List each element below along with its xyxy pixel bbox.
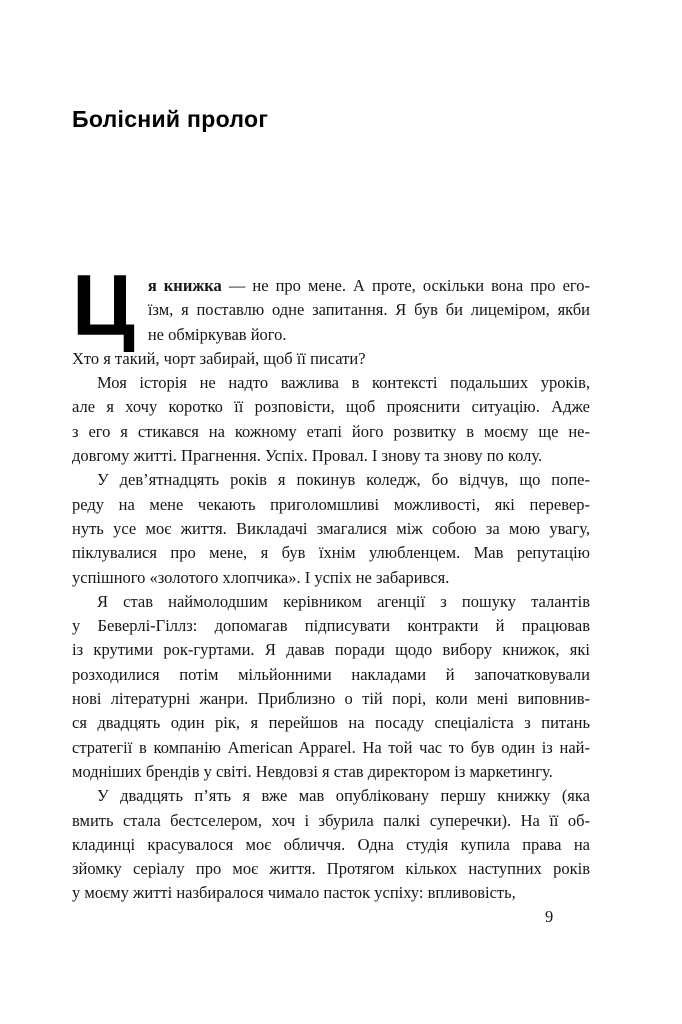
- text-line: Моя історія не надто важлива в контексті подальших уроків,: [97, 373, 590, 393]
- text-line: у Беверлі-Гіллз: допомагав підписувати контракти й працював: [72, 616, 590, 636]
- text-line: реду на мене чекають приголомшливі можливості, які перевер-: [72, 494, 590, 514]
- text-line: з его я стикався на кожному етапі його розвитку в моєму ще не-: [72, 421, 590, 441]
- text-line: у моєму житті назбиралося чимало пасток успіху: впливовість,: [72, 883, 516, 903]
- paragraph: [72, 371, 590, 468]
- text-line: зйомку серіалу про моє життя. Протягом кількох наступних років: [72, 859, 590, 879]
- chapter-title: Болісний пролог: [72, 106, 269, 132]
- text-line: не обміркував його.: [147, 324, 287, 344]
- text-line: нуть усе моє життя. Викладачі змагалися між собою за мою увагу,: [72, 518, 590, 538]
- text-line: [72, 274, 590, 298]
- body-text: [72, 258, 590, 906]
- text-line: їзм, я поставлю одне запитання. Я був би лицеміром, якби: [147, 300, 590, 320]
- lead-bold-text: я книжка: [147, 276, 222, 295]
- page-number: 9: [545, 907, 554, 926]
- paragraph: [72, 590, 590, 784]
- text-line: Хто я такий, чорт забирай, щоб її писати?: [72, 348, 366, 368]
- text-line: успішного «золотого хлопчика». І успіх не забарився.: [72, 567, 450, 587]
- text-line: із крутими рок-гуртами. Я давав поради щодо вибору книжок, які: [72, 640, 590, 660]
- lead-rest-text: — не про мене. А проте, оскільки вона про его-: [221, 276, 590, 295]
- text-line: розходилися потім мільйонними накладами й започатковували: [72, 664, 590, 684]
- text-line: але я хочу коротко її розповісти, щоб прояснити ситуацію. Адже: [72, 397, 590, 417]
- text-line: кладинці красувалося моє обличчя. Одна студія купила права на: [72, 834, 590, 854]
- text-line: У дев’ятнадцять років я покинув коледж, бо відчув, що попе-: [97, 470, 590, 490]
- text-line: Я став наймолодшим керівником агенції з пошуку талантів: [97, 591, 590, 611]
- text-line: вмить стала бестселером, хоч і збурила палкі суперечки). На її об-: [72, 810, 590, 830]
- paragraph: [72, 468, 590, 589]
- text-line: модніших брендів у світі. Невдовзі я став директором із маркетингу.: [72, 761, 553, 781]
- text-line: ся двадцять один рік, я перейшов на посаду спеціаліста з питань: [72, 713, 590, 733]
- text-line: піклувалися про мене, я був їхнім улюбленцем. Мав репутацію: [72, 543, 590, 563]
- paragraph-question: [72, 347, 590, 371]
- paragraph-opening: [72, 258, 590, 354]
- text-line: У двадцять п’ять я вже мав опубліковану першу книжку (яка: [97, 786, 590, 806]
- text-line: нові літературні жанри. Приблизно о тій порі, коли мені виповнив-: [72, 689, 590, 709]
- text-line: довгому житті. Прагнення. Успіх. Провал. І знову та знову по колу.: [72, 446, 543, 466]
- drop-cap: Ц: [72, 258, 135, 354]
- paragraph-lines: [72, 298, 590, 347]
- paragraph: [72, 784, 590, 905]
- text-line: стратегії в компанію American Apparel. На той час то був один із най-: [72, 737, 590, 757]
